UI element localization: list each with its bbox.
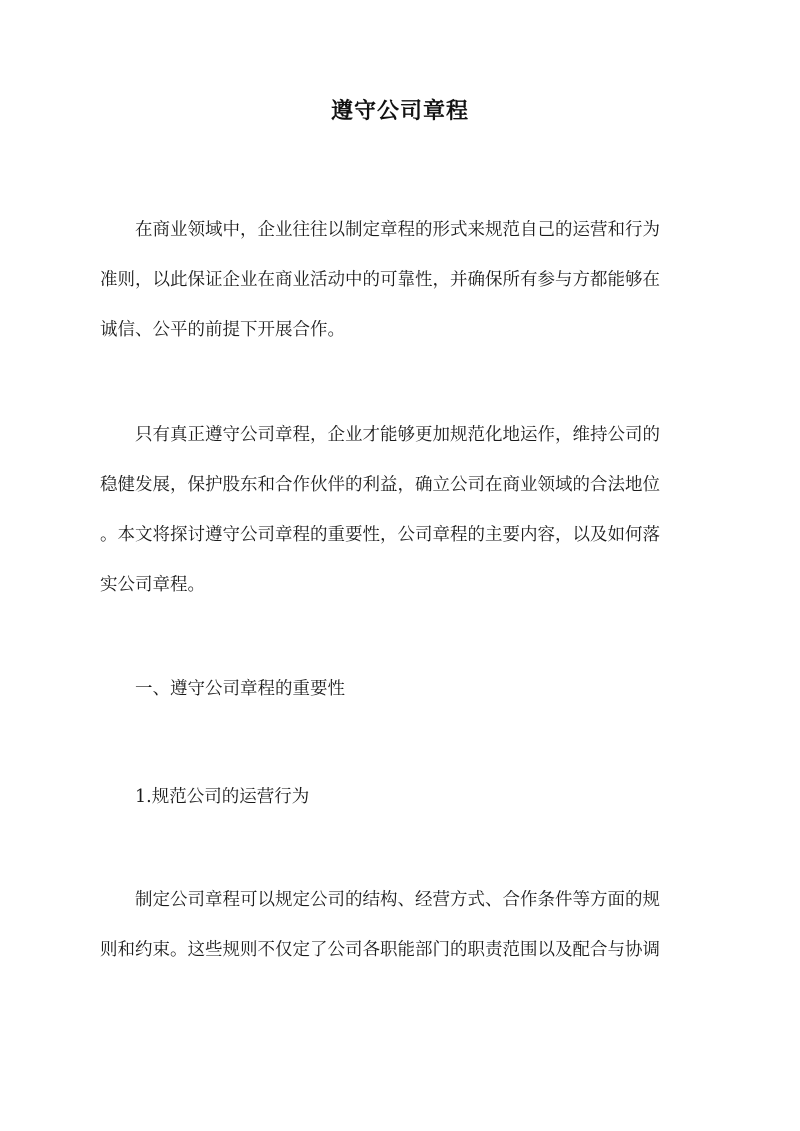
paragraph-2-line-2: 稳健发展，保护股东和合作伙伴的利益，确立公司在商业领域的合法地位 [100,475,660,495]
paragraph-3-line-2: 则和约束。这些规则不仅定了公司各职能部门的职责范围以及配合与协调 [100,940,660,960]
paragraph-1-line-1: 在商业领域中，企业往往以制定章程的形式来规范自己的运营和行为 [135,220,660,240]
paragraph-2-line-4: 实公司章程。 [100,575,205,595]
paragraph-2-line-3: 。本文将探讨遵守公司章程的重要性，公司章程的主要内容，以及如何落 [100,525,660,545]
paragraph-1-line-2: 准则，以此保证企业在商业活动中的可靠性，并确保所有参与方都能够在 [100,270,660,290]
paragraph-2-line-1: 只有真正遵守公司章程，企业才能够更加规范化地运作，维持公司的 [135,425,660,445]
paragraph-1-line-3: 诚信、公平的前提下开展合作。 [100,320,345,340]
subsection-heading: 1.规范公司的运营行为 [135,787,310,807]
section-heading: 一、遵守公司章程的重要性 [135,679,345,699]
paragraph-3-line-1: 制定公司章程可以规定公司的结构、经营方式、合作条件等方面的规 [135,890,660,910]
document-title: 遵守公司章程 [330,98,469,124]
